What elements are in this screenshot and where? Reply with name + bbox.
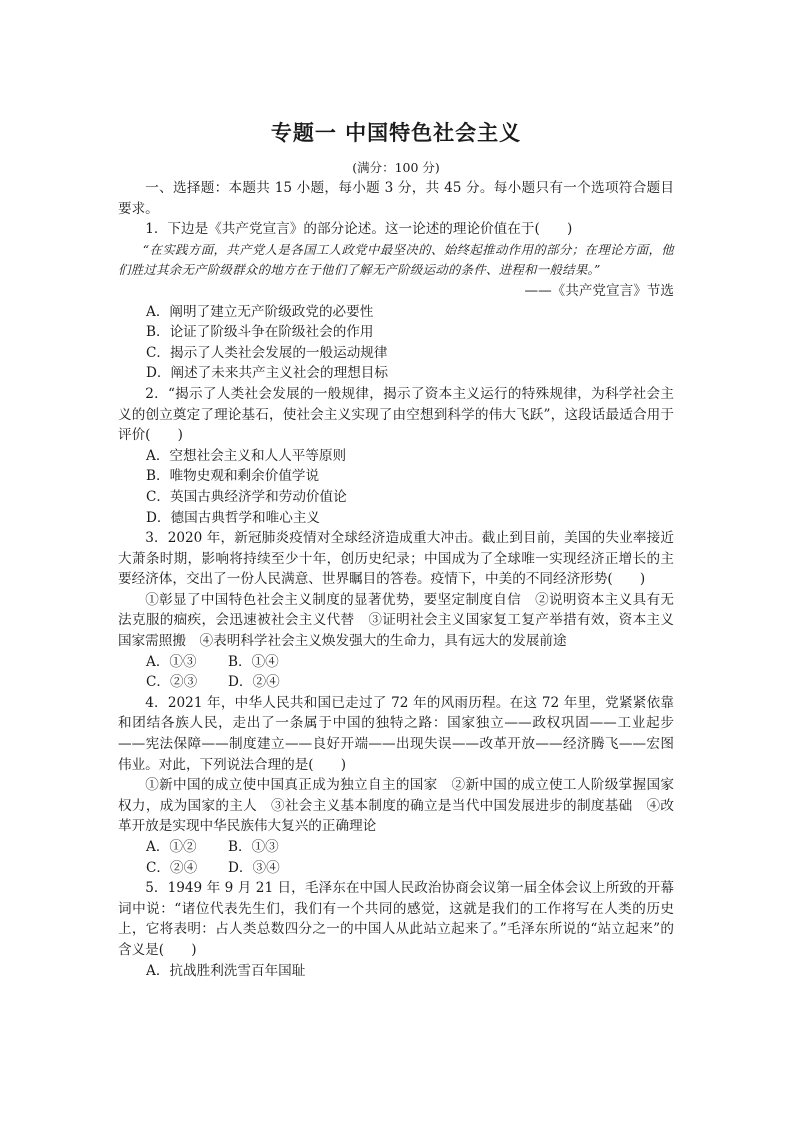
q4-option-d[interactable]: D．③④: [228, 859, 280, 876]
q1-option-c[interactable]: C．揭示了人类社会发展的一般运动规律: [146, 344, 388, 361]
q4-option-b[interactable]: B．①③: [228, 839, 279, 855]
q1-option-a[interactable]: A．阐明了建立无产阶级政党的必要性: [146, 303, 374, 320]
score-note: (满分：100 分): [352, 160, 440, 175]
q3-options-row-1: [118, 652, 674, 673]
q5-option-a[interactable]: A．抗战胜利洗雪百年国耻: [146, 962, 306, 979]
q4-option-c[interactable]: C．②④: [146, 859, 198, 876]
q4-options-row-2: [118, 858, 674, 879]
q3-options-row-2: [118, 672, 674, 693]
exam-page: [118, 118, 674, 981]
q4-option-a[interactable]: A．①②: [146, 839, 197, 855]
q3-option-b[interactable]: B．①④: [228, 653, 279, 670]
q3-option-c[interactable]: C．②③: [146, 674, 198, 691]
q1-option-b[interactable]: B．论证了阶级斗争在阶级社会的作用: [146, 324, 374, 341]
q3-option-d[interactable]: D．②④: [228, 674, 280, 691]
q2-option-c[interactable]: C．英国古典经济学和劳动价值论: [146, 488, 347, 505]
q2-option-a[interactable]: A．空想社会主义和人人平等原则: [146, 447, 347, 464]
q4-options-row-1: [118, 837, 674, 858]
q4-statements: ①新中国的成立使中国真正成为独立自主的国家 ②新中国的成立使工人阶级掌握国家权力，成为国家的主人 ③社会主义基本制度的确立是当代中国发展进步的制度基础 ④改革开放是实现中华民族伟大复兴的正确理论: [118, 777, 674, 835]
q3-stem: 3．2020 年，新冠肺炎疫情对全球经济造成重大冲击。截止到目前，美国的失业率接近大萧条时期，影响将持续至少十年，创历史纪录；中国成为了全球唯一实现经济正增长的主要经济体，交出了一份人民满意、世界瞩目的答卷。疫情下，中美的不同经济形势( ): [118, 530, 674, 588]
q1-quote: “在实践方面，共产党人是各国工人政党中最坚决的、始终起推动作用的部分；在理论方面，他们胜过其余无产阶级群众的地方在于他们了解无产阶级运动的条件、进程和一般结果。”: [118, 241, 674, 278]
q5-stem: 5．1949 年 9 月 21 日，毛泽东在中国人民政治协商会议第一届全体会议上所致的开幕词中说：“诸位代表先生们，我们有一个共同的感觉，这就是我们的工作将写在人类的历史上，它将表明：占人类总数四分之一的中国人从此站立起来了。”毛泽东所说的“站立起来”的含义是( ): [118, 880, 674, 958]
q4-stem: 4．2021 年，中华人民共和国已走过了 72 年的风雨历程。在这 72 年里，党紧紧依靠和团结各族人民，走出了一条属于中国的独特之路：国家独立——政权巩固——工业起步——宪法保障——制度建立——良好开端——出现失误——改革开放——经济腾飞——宏图伟业。对此，下列说法合理的是( ): [118, 694, 674, 773]
section-intro: 一、选择题：本题共 15 小题，每小题 3 分，共 45 分。每小题只有一个选项符合题目要求。: [118, 180, 674, 217]
q2-stem: 2．“揭示了人类社会发展的一般规律，揭示了资本主义运行的特殊规律，为科学社会主义的创立奠定了理论基石，使社会主义实现了由空想到科学的伟大飞跃”，这段话最适合用于评价( ): [118, 385, 674, 444]
q1-source: ——《共产党宣言》节选: [524, 282, 674, 299]
q3-statements: ①彰显了中国特色社会主义制度的显著优势，要坚定制度自信 ②说明资本主义具有无法克服的痼疾，会迅速被社会主义代替 ③证明社会主义国家复工复产举措有效，资本主义国家需照搬 ④表明科学社会主义焕发强大的生命力，具有远大的发展前途: [118, 591, 674, 650]
q2-option-b[interactable]: B．唯物史观和剩余价值学说: [146, 468, 320, 485]
q1-stem: 1．下边是《共产党宣言》的部分论述。这一论述的理论价值在于( ): [145, 221, 573, 238]
q2-option-d[interactable]: D．德国古典哲学和唯心主义: [146, 509, 321, 526]
page-title: 专题一 中国特色社会主义: [270, 120, 522, 145]
q1-option-d[interactable]: D．阐述了未来共产主义社会的理想目标: [146, 365, 388, 382]
q3-option-a[interactable]: A．①③: [146, 653, 197, 670]
